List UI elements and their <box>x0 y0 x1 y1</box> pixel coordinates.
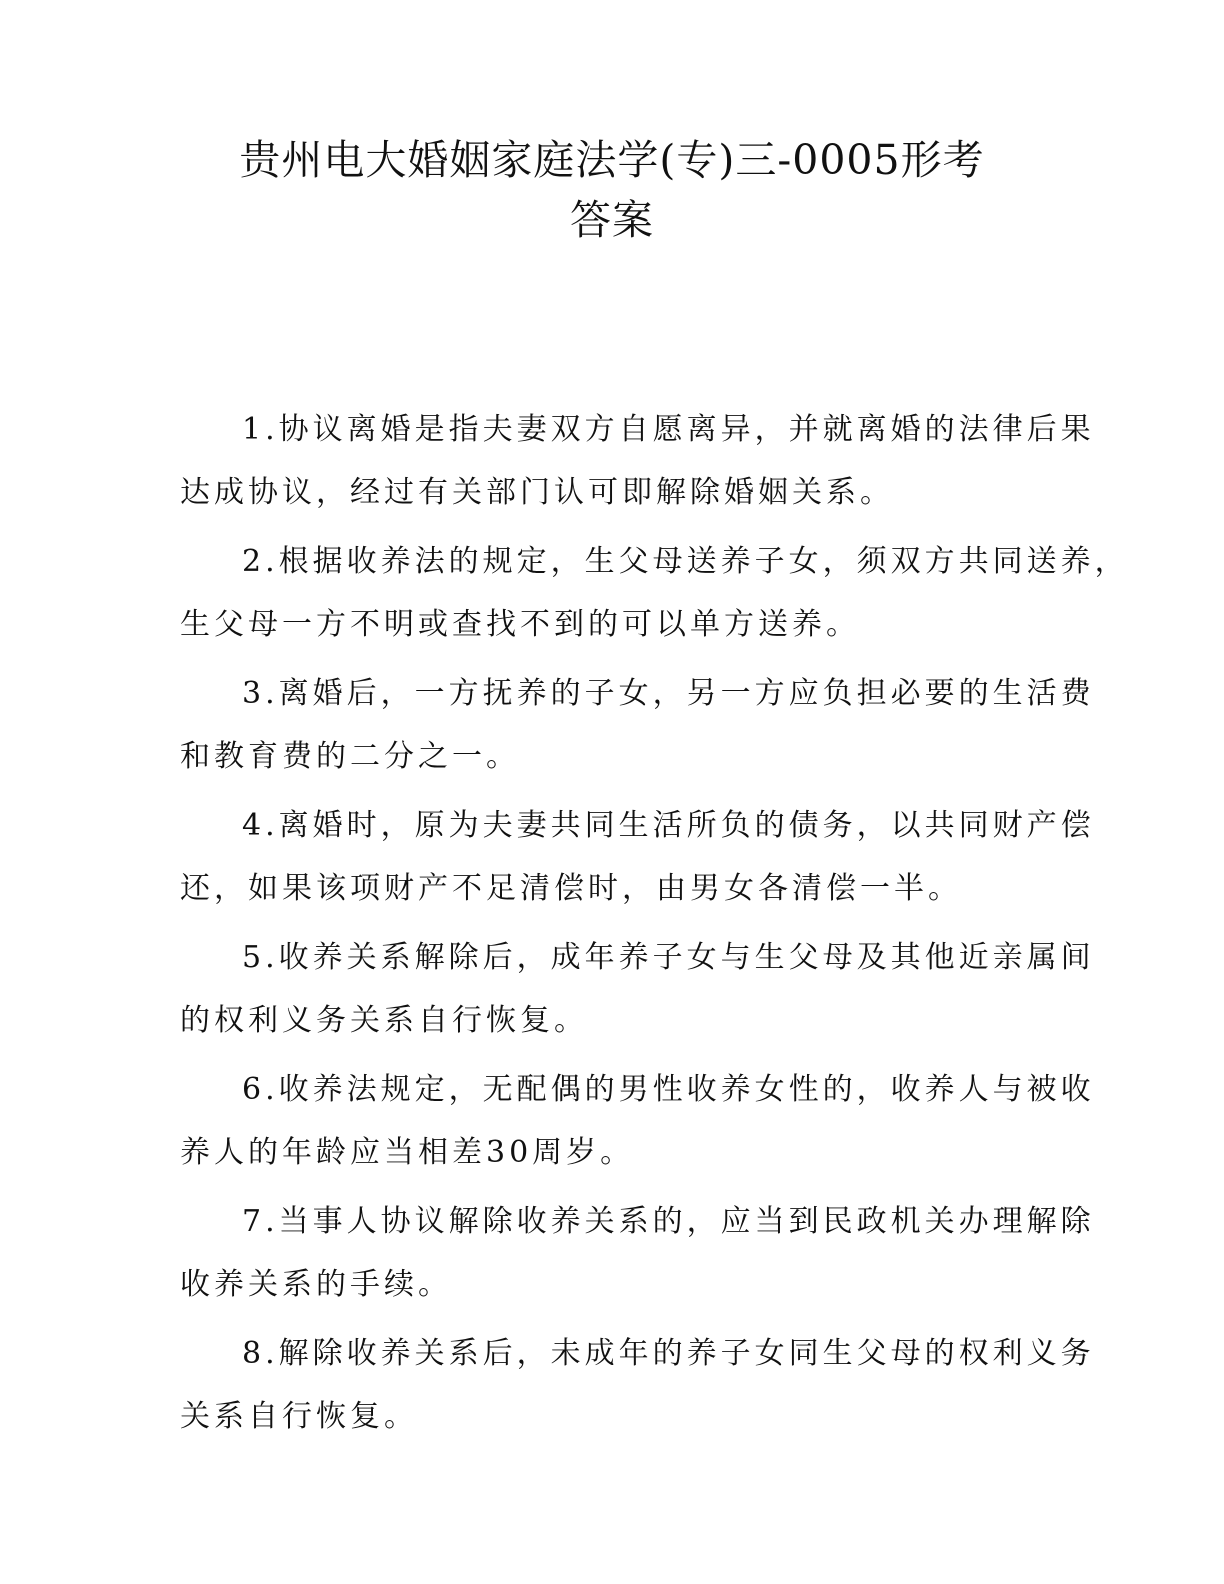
paragraph-line: 还，如果该项财产不足清偿时，由男女各清偿一半。 <box>180 871 962 906</box>
paragraph-7 <box>180 1190 1095 1316</box>
title-line-1: 贵州电大婚姻家庭法学(专)三-0005形考 <box>239 136 985 184</box>
paragraph-6 <box>180 1058 1095 1184</box>
paragraph-1 <box>180 398 1095 524</box>
paragraph-line: 的权利义务关系自行恢复。 <box>180 1003 588 1038</box>
paragraph-line: 生父母一方不明或查找不到的可以单方送养。 <box>180 607 860 642</box>
document-body <box>180 398 1129 1454</box>
document-title <box>180 130 1044 250</box>
paragraph-line: 达成协议，经过有关部门认可即解除婚姻关系。 <box>180 475 894 510</box>
paragraph-line: 6.收养法规定，无配偶的男性收养女性的，收养人与被收 <box>242 1072 1095 1107</box>
paragraph-line: 3.离婚后，一方抚养的子女，另一方应负担必要的生活费 <box>242 676 1095 711</box>
paragraph-line: 收养关系的手续。 <box>180 1267 452 1302</box>
paragraph-line: 养人的年龄应当相差30周岁。 <box>180 1135 635 1170</box>
paragraph-line: 1.协议离婚是指夫妻双方自愿离异，并就离婚的法律后果 <box>242 412 1095 447</box>
paragraph-line: 7.当事人协议解除收养关系的，应当到民政机关办理解除 <box>242 1204 1095 1239</box>
paragraph-line: 和教育费的二分之一。 <box>180 739 520 774</box>
paragraph-line: 关系自行恢复。 <box>180 1399 418 1434</box>
paragraph-3 <box>180 662 1095 788</box>
title-line-2: 答案 <box>570 196 654 244</box>
paragraph-line: 4.离婚时，原为夫妻共同生活所负的债务，以共同财产偿 <box>242 808 1095 843</box>
paragraph-8 <box>180 1322 1095 1448</box>
paragraph-line: 5.收养关系解除后，成年养子女与生父母及其他近亲属间 <box>242 940 1095 975</box>
paragraph-line: 8.解除收养关系后，未成年的养子女同生父母的权利义务 <box>242 1336 1095 1371</box>
paragraph-2 <box>180 530 1129 656</box>
paragraph-line: 2.根据收养法的规定，生父母送养子女，须双方共同送养， <box>242 544 1129 579</box>
paragraph-5 <box>180 926 1095 1052</box>
paragraph-4 <box>180 794 1095 920</box>
